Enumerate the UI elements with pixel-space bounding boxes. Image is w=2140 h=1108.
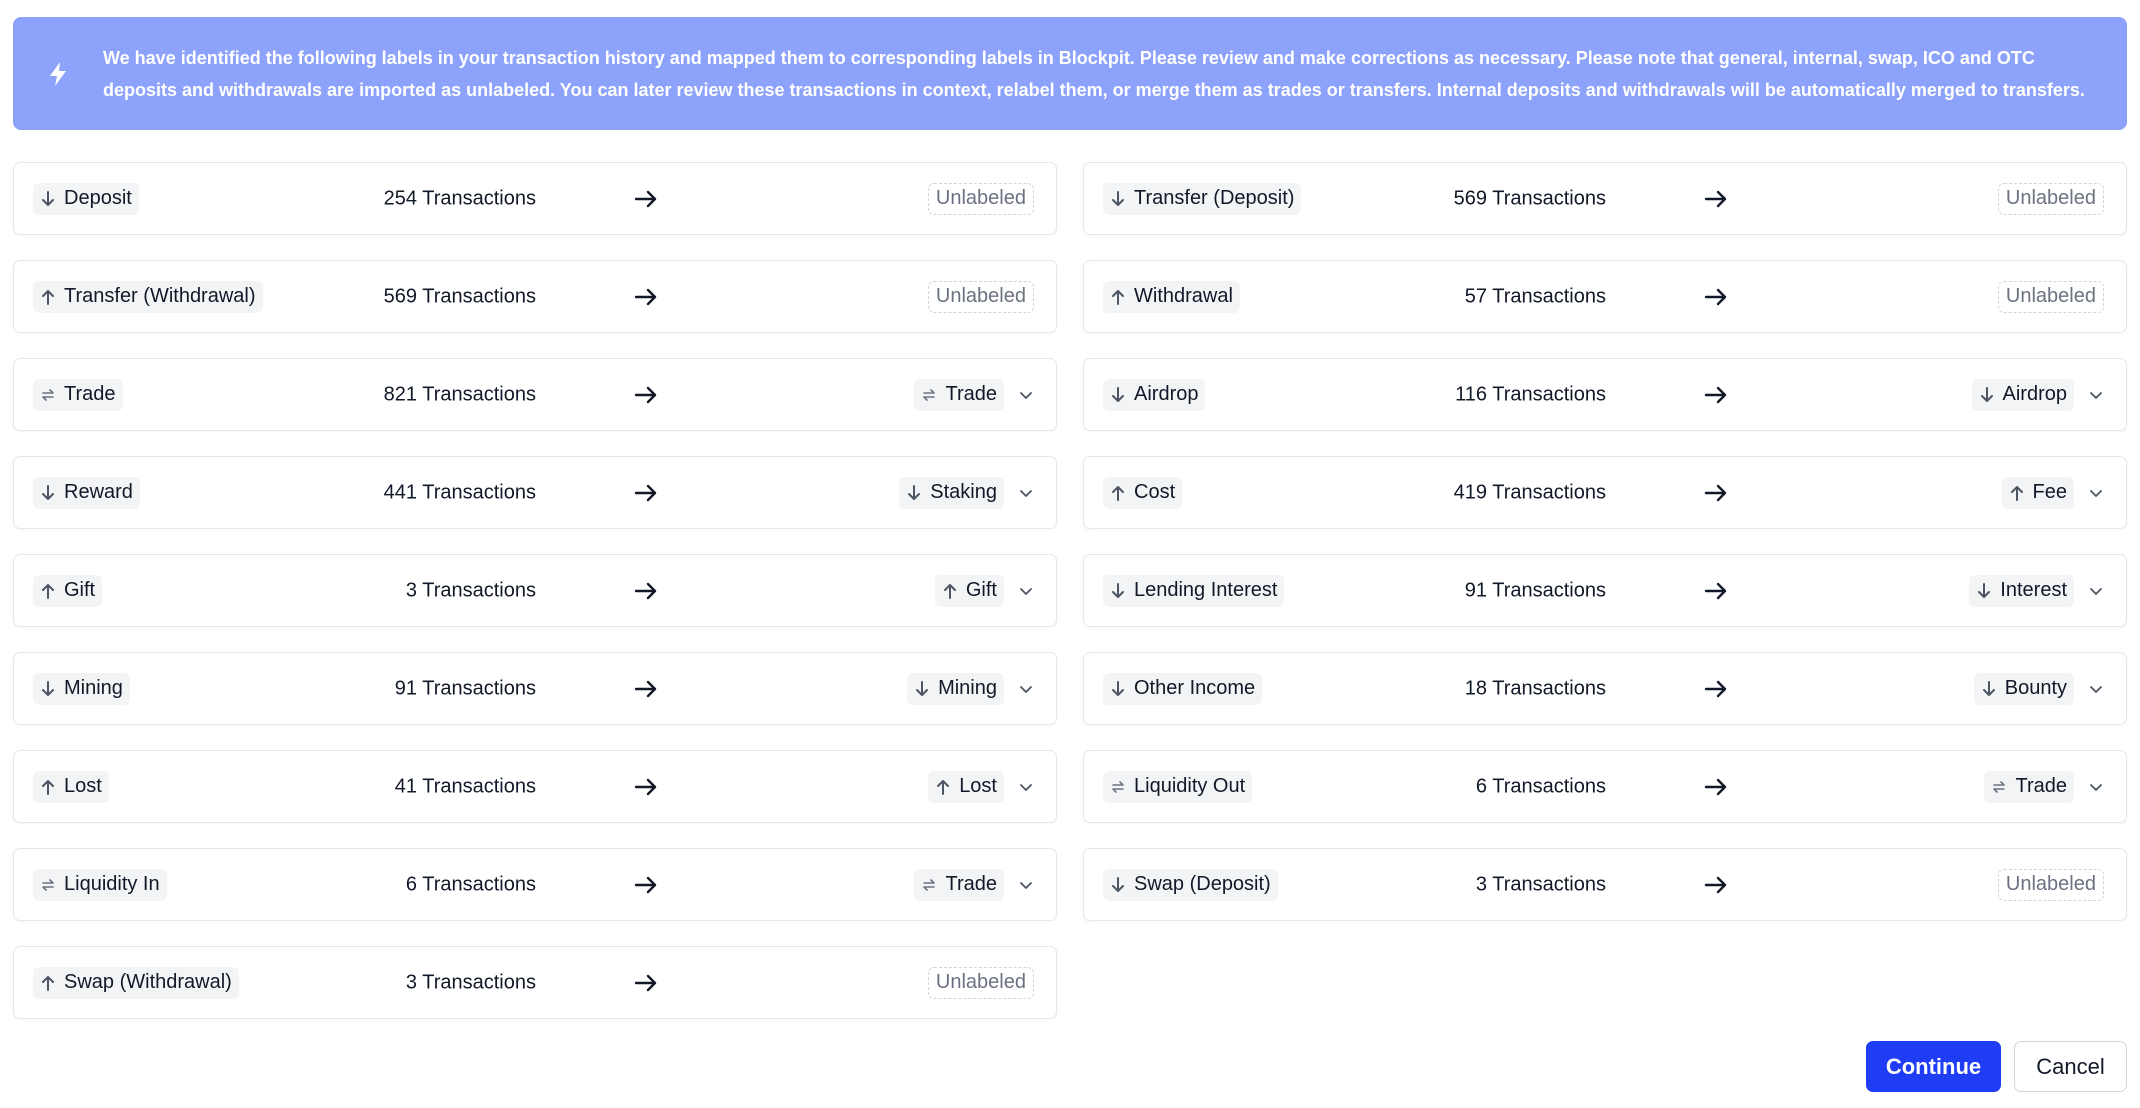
- mapping-row: [13, 848, 1057, 921]
- mapping-row: [13, 750, 1057, 823]
- arrow-right-icon: [634, 581, 658, 601]
- source-label-text: Cost: [1134, 481, 1176, 503]
- target-label-unlabeled: Unlabeled: [1998, 869, 2104, 901]
- arrow-right-icon: [634, 875, 658, 895]
- target-label-unlabeled: Unlabeled: [1998, 281, 2104, 313]
- source-label-text: Swap (Withdrawal): [64, 971, 232, 993]
- target-label-group: [914, 869, 1034, 901]
- arrow-right-icon: [1704, 483, 1728, 503]
- transaction-count: 116 Transactions: [1455, 383, 1606, 405]
- target-label-select[interactable]: [935, 575, 1004, 607]
- continue-button[interactable]: Continue: [1866, 1041, 2001, 1092]
- arrow-right-icon: [1704, 679, 1728, 699]
- cancel-button[interactable]: Cancel: [2014, 1041, 2127, 1092]
- target-label-text: Gift: [965, 579, 997, 601]
- source-label: [33, 183, 139, 215]
- source-label: [1103, 575, 1284, 607]
- source-label-text: Gift: [64, 579, 96, 601]
- target-label-text: Interest: [2000, 579, 2067, 601]
- chevron-down-icon[interactable]: [2088, 583, 2104, 599]
- arrow-up-icon: [40, 778, 56, 796]
- arrow-down-icon: [40, 680, 56, 698]
- arrow-right-icon: [634, 287, 658, 307]
- transaction-count: 6 Transactions: [1475, 775, 1606, 797]
- mapping-row: [1083, 358, 2127, 431]
- target-label-group: [914, 379, 1034, 411]
- arrow-up-icon: [935, 778, 951, 796]
- source-label-text: Other Income: [1134, 677, 1256, 699]
- transaction-count: 18 Transactions: [1464, 677, 1606, 699]
- transaction-count: 91 Transactions: [394, 677, 536, 699]
- chevron-down-icon[interactable]: [1018, 779, 1034, 795]
- arrow-down-icon: [1110, 190, 1126, 208]
- target-label-text: Trade: [945, 873, 997, 895]
- swap-icon: [921, 387, 937, 403]
- swap-icon: [1991, 779, 2007, 795]
- target-label-group: [935, 575, 1034, 607]
- target-label-select[interactable]: [1974, 673, 2074, 705]
- source-label-text: Lost: [64, 775, 102, 797]
- source-label-text: Transfer (Deposit): [1134, 187, 1295, 209]
- target-label-group: [1998, 869, 2104, 901]
- swap-icon: [40, 387, 56, 403]
- chevron-down-icon[interactable]: [1018, 681, 1034, 697]
- target-label-select[interactable]: [907, 673, 1004, 705]
- target-label-select[interactable]: [2002, 477, 2074, 509]
- mapping-row: [1083, 848, 2127, 921]
- arrow-right-icon: [634, 679, 658, 699]
- chevron-down-icon[interactable]: [2088, 485, 2104, 501]
- transaction-count: 419 Transactions: [1453, 481, 1606, 503]
- transaction-count: 3 Transactions: [405, 579, 536, 601]
- target-label-group: [1972, 379, 2104, 411]
- swap-icon: [1110, 779, 1126, 795]
- arrow-right-icon: [634, 189, 658, 209]
- transaction-count: 254 Transactions: [383, 187, 536, 209]
- chevron-down-icon[interactable]: [2088, 779, 2104, 795]
- target-label-group: [899, 477, 1034, 509]
- mapping-row: [13, 162, 1057, 235]
- source-label: [33, 673, 130, 705]
- transaction-count: 3 Transactions: [405, 971, 536, 993]
- chevron-down-icon[interactable]: [2088, 681, 2104, 697]
- source-label-text: Withdrawal: [1134, 285, 1233, 307]
- arrow-right-icon: [1704, 581, 1728, 601]
- transaction-count: 57 Transactions: [1464, 285, 1606, 307]
- arrow-down-icon: [40, 484, 56, 502]
- source-label: [1103, 379, 1205, 411]
- mapping-row: [1083, 162, 2127, 235]
- arrow-down-icon: [914, 680, 930, 698]
- arrow-down-icon: [40, 190, 56, 208]
- arrow-down-icon: [1110, 680, 1126, 698]
- target-label-unlabeled: Unlabeled: [928, 183, 1034, 215]
- source-label: [33, 967, 239, 999]
- mapping-row: [1083, 260, 2127, 333]
- arrow-up-icon: [1110, 484, 1126, 502]
- arrow-right-icon: [634, 385, 658, 405]
- target-label-group: [2002, 477, 2104, 509]
- mapping-row: [13, 358, 1057, 431]
- transaction-count: 821 Transactions: [383, 383, 536, 405]
- arrow-right-icon: [634, 483, 658, 503]
- transaction-count: 3 Transactions: [1475, 873, 1606, 895]
- source-label: [1103, 183, 1301, 215]
- chevron-down-icon[interactable]: [1018, 387, 1034, 403]
- source-label: [1103, 771, 1252, 803]
- chevron-down-icon[interactable]: [1018, 877, 1034, 893]
- source-label-text: Trade: [64, 383, 116, 405]
- source-label-text: Swap (Deposit): [1134, 873, 1271, 895]
- source-label: [33, 379, 123, 411]
- lightning-icon: [13, 61, 103, 87]
- chevron-down-icon[interactable]: [2088, 387, 2104, 403]
- target-label-select[interactable]: [899, 477, 1004, 509]
- target-label-text: Fee: [2032, 481, 2067, 503]
- swap-icon: [40, 877, 56, 893]
- banner-text: We have identified the following labels in your transaction history and mapped them to corresponding labels in Blockpit. Please review and make corrections as necessary. Please note that general, internal, swap, ICO and OTC deposits and withdrawals are imported as unlabeled. You can later review these transactions in context, relabel them, or merge them as trades or transfers. Internal deposits and withdrawals will be automatically merged to transfers.: [103, 47, 2085, 100]
- target-label-text: Bounty: [2004, 677, 2067, 699]
- source-label: [1103, 281, 1240, 313]
- target-label-select[interactable]: [928, 771, 1004, 803]
- target-label-select[interactable]: [1984, 771, 2074, 803]
- source-label: [1103, 869, 1278, 901]
- swap-icon: [921, 877, 937, 893]
- target-label-group: [1969, 575, 2104, 607]
- target-label-group: [928, 281, 1034, 313]
- target-label-text: Mining: [938, 677, 997, 699]
- arrow-down-icon: [1979, 386, 1995, 404]
- mapping-row: [13, 456, 1057, 529]
- target-label-group: [1998, 281, 2104, 313]
- source-label: [33, 281, 263, 313]
- source-label: [33, 771, 109, 803]
- chevron-down-icon[interactable]: [1018, 583, 1034, 599]
- target-label-group: [1998, 183, 2104, 215]
- source-label-text: Reward: [64, 481, 133, 503]
- transaction-count: 569 Transactions: [383, 285, 536, 307]
- info-banner: [13, 17, 2127, 130]
- target-label-unlabeled: Unlabeled: [1998, 183, 2104, 215]
- target-label-group: [907, 673, 1034, 705]
- source-label: [33, 869, 167, 901]
- target-label-unlabeled: Unlabeled: [928, 281, 1034, 313]
- source-label: [1103, 477, 1182, 509]
- target-label-text: Staking: [930, 481, 997, 503]
- chevron-down-icon[interactable]: [1018, 485, 1034, 501]
- source-label-text: Transfer (Withdrawal): [64, 285, 256, 307]
- arrow-right-icon: [1704, 875, 1728, 895]
- arrow-down-icon: [906, 484, 922, 502]
- arrow-up-icon: [40, 582, 56, 600]
- target-label-select[interactable]: [914, 379, 1004, 411]
- source-label: [33, 575, 102, 607]
- arrow-right-icon: [634, 973, 658, 993]
- target-label-select[interactable]: [1969, 575, 2074, 607]
- source-label-text: Deposit: [64, 187, 132, 209]
- mapping-row: [1083, 554, 2127, 627]
- mapping-row: [13, 554, 1057, 627]
- arrow-down-icon: [1110, 582, 1126, 600]
- mapping-row: [13, 652, 1057, 725]
- mapping-row: [1083, 456, 2127, 529]
- transaction-count: 6 Transactions: [405, 873, 536, 895]
- target-label-text: Lost: [959, 775, 997, 797]
- source-label-text: Liquidity Out: [1134, 775, 1246, 797]
- source-label-text: Liquidity In: [64, 873, 160, 895]
- mapping-row: [13, 946, 1057, 1019]
- mapping-row: [13, 260, 1057, 333]
- arrow-right-icon: [1704, 777, 1728, 797]
- arrow-up-icon: [40, 974, 56, 992]
- arrow-right-icon: [634, 777, 658, 797]
- target-label-select[interactable]: [914, 869, 1004, 901]
- target-label-group: [1974, 673, 2104, 705]
- target-label-text: Trade: [2015, 775, 2067, 797]
- arrow-down-icon: [1110, 386, 1126, 404]
- target-label-unlabeled: Unlabeled: [928, 967, 1034, 999]
- target-label-group: [928, 183, 1034, 215]
- target-label-text: Airdrop: [2002, 383, 2067, 405]
- arrow-up-icon: [2009, 484, 2025, 502]
- arrow-up-icon: [40, 288, 56, 306]
- source-label-text: Mining: [64, 677, 123, 699]
- arrow-down-icon: [1110, 876, 1126, 894]
- arrow-right-icon: [1704, 189, 1728, 209]
- source-label: [33, 477, 140, 509]
- arrow-down-icon: [1981, 680, 1997, 698]
- source-label: [1103, 673, 1262, 705]
- arrow-down-icon: [1976, 582, 1992, 600]
- transaction-count: 91 Transactions: [1464, 579, 1606, 601]
- source-label-text: Lending Interest: [1134, 579, 1278, 601]
- target-label-select[interactable]: [1972, 379, 2074, 411]
- target-label-group: [928, 771, 1034, 803]
- transaction-count: 569 Transactions: [1453, 187, 1606, 209]
- arrow-right-icon: [1704, 287, 1728, 307]
- transaction-count: 441 Transactions: [383, 481, 536, 503]
- source-label-text: Airdrop: [1134, 383, 1199, 405]
- label-mapping-list: [13, 162, 2127, 1019]
- target-label-group: [1984, 771, 2104, 803]
- target-label-group: [928, 967, 1034, 999]
- target-label-text: Trade: [945, 383, 997, 405]
- arrow-right-icon: [1704, 385, 1728, 405]
- arrow-up-icon: [1110, 288, 1126, 306]
- mapping-row: [1083, 652, 2127, 725]
- transaction-count: 41 Transactions: [394, 775, 536, 797]
- arrow-up-icon: [942, 582, 958, 600]
- mapping-row: [1083, 750, 2127, 823]
